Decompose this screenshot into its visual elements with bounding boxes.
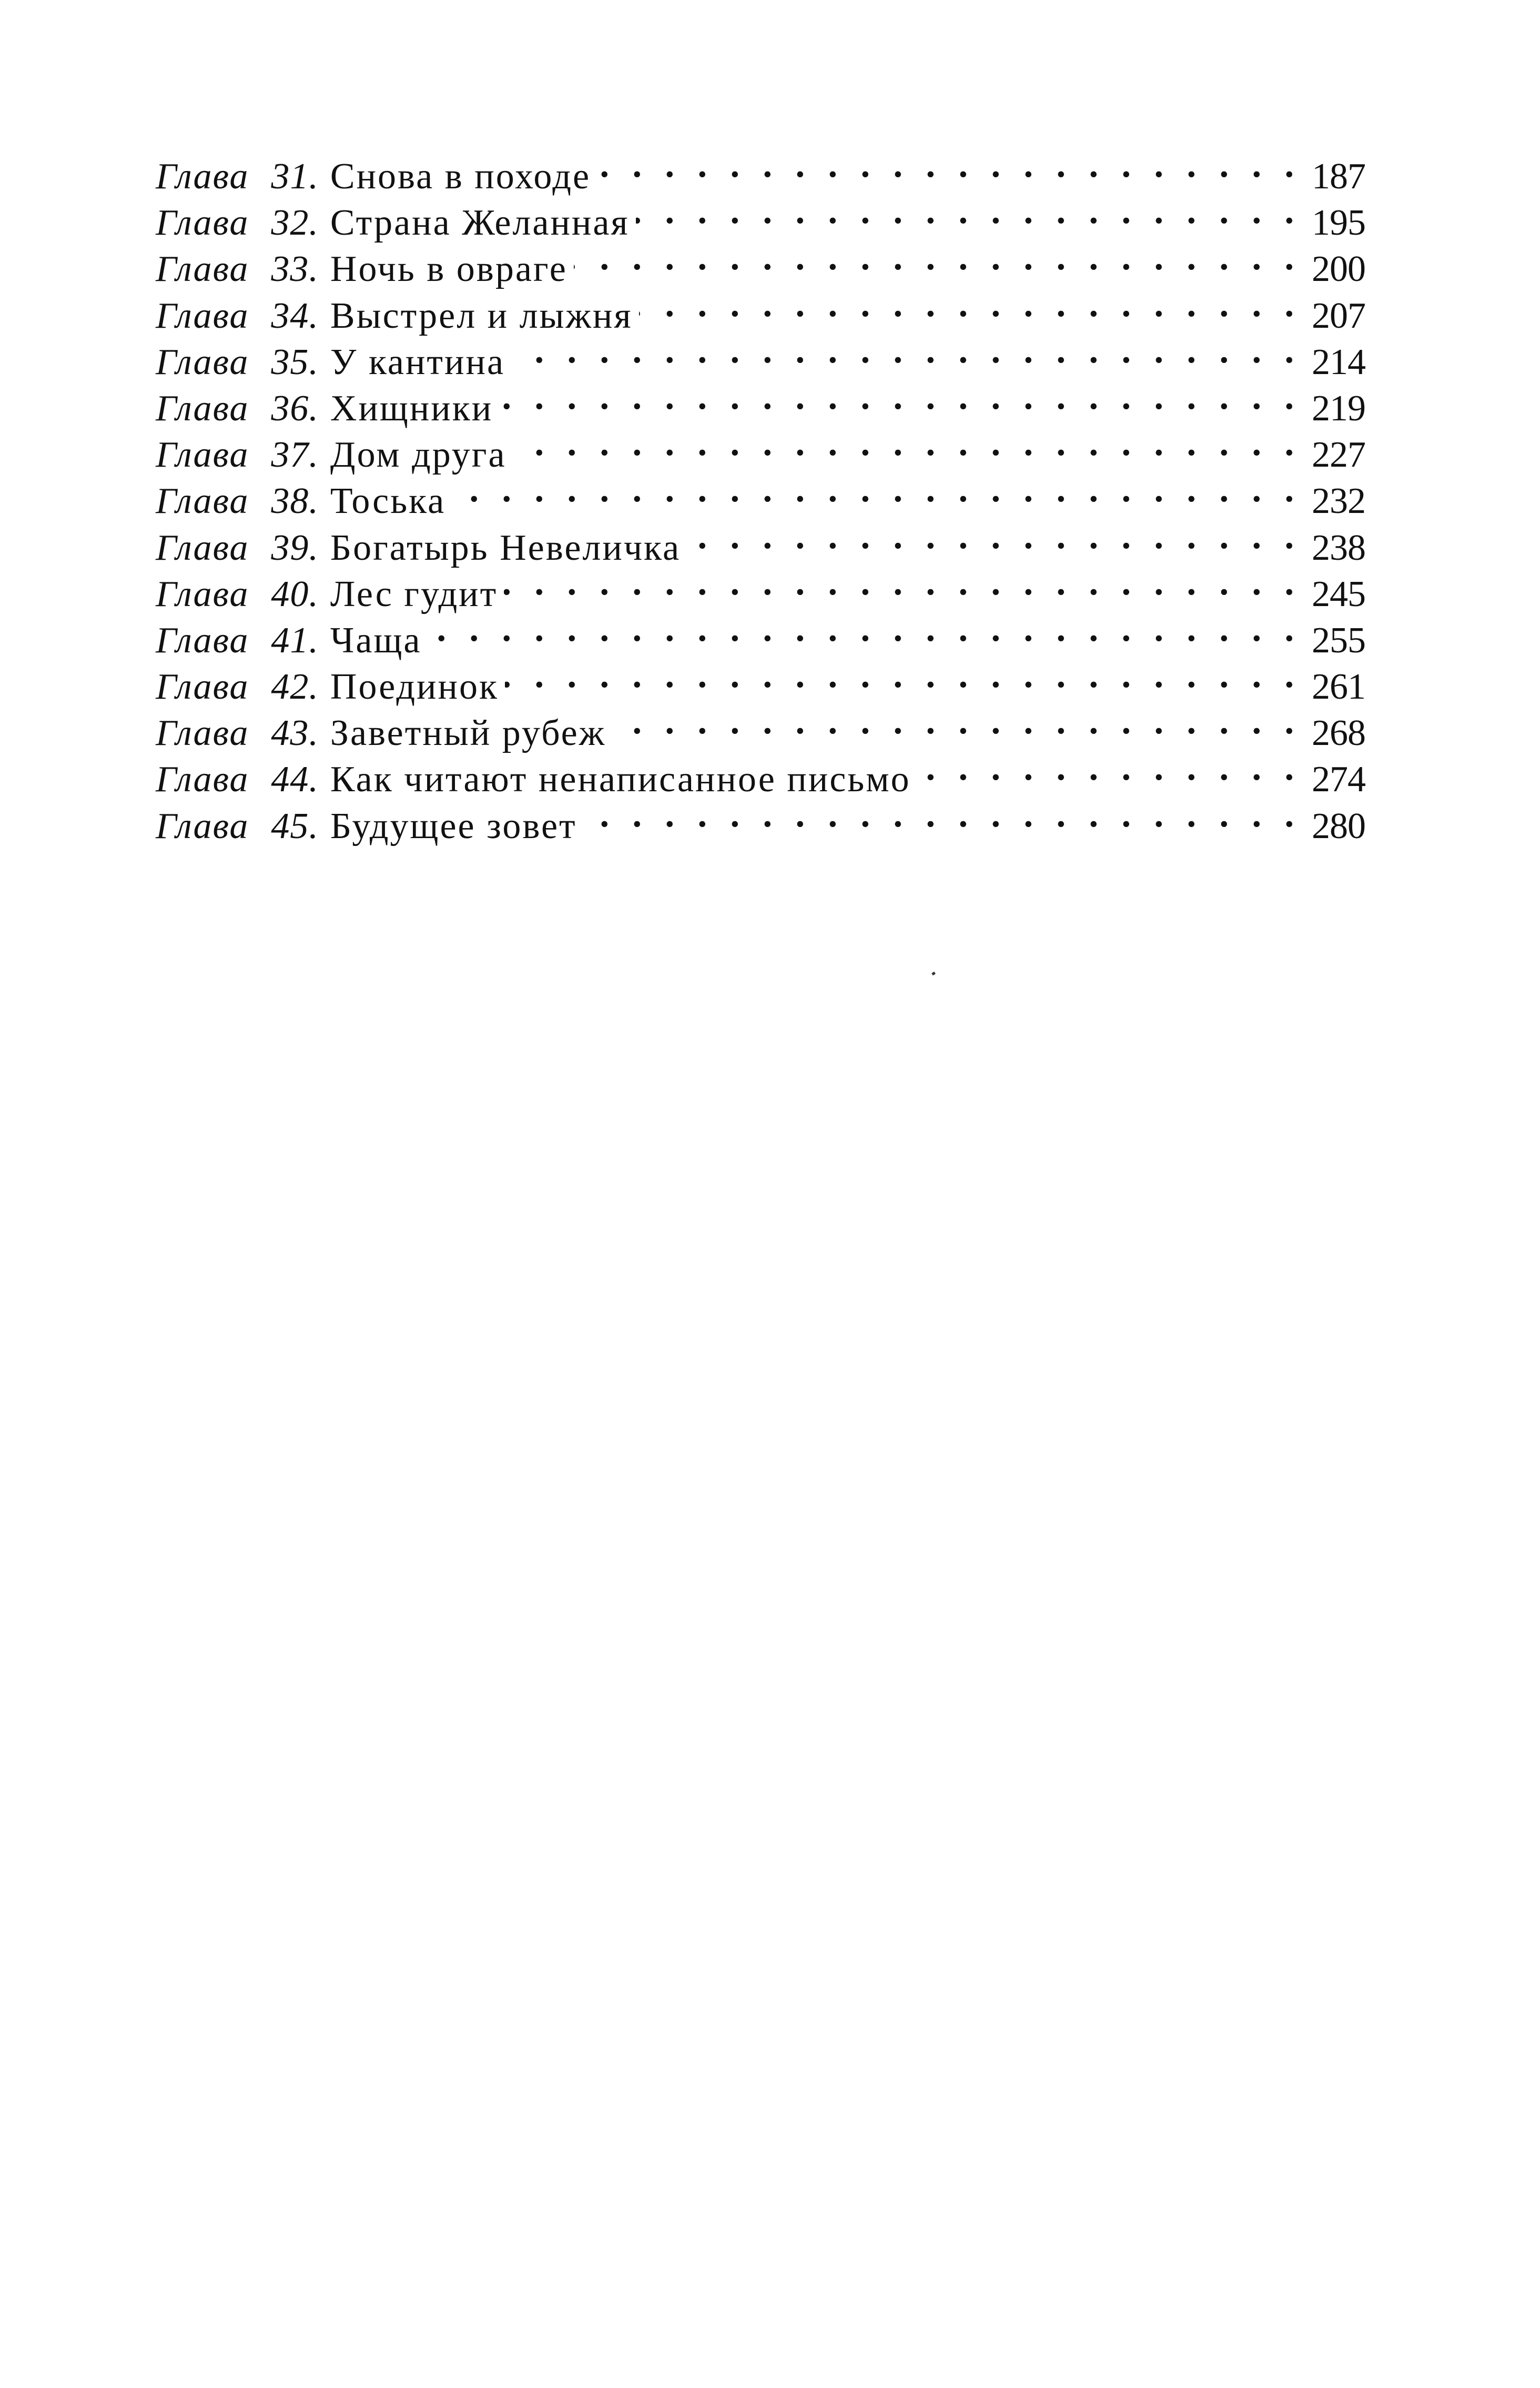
chapter-number: 45. (271, 805, 319, 847)
page-number: 274 (1312, 759, 1365, 800)
dot-leader (917, 745, 1294, 791)
chapter-title: Лес гудит (330, 573, 498, 614)
page-number: 214 (1312, 341, 1365, 382)
chapter-number: 31. (271, 156, 319, 197)
dot-leader (574, 235, 1294, 281)
dot-leader (505, 652, 1294, 699)
toc-entry (156, 142, 1365, 197)
chapter-label: Глава (156, 341, 249, 382)
page-number: 207 (1312, 295, 1365, 336)
chapter-title: Выстрел и лыжня (330, 295, 633, 336)
chapter-number: 37. (271, 435, 319, 476)
chapter-number: 44. (271, 759, 319, 800)
chapter-number: 34. (271, 295, 319, 336)
chapter-title: Богатырь Невеличка (330, 527, 681, 568)
chapter-number: 42. (271, 667, 319, 708)
page-number: 232 (1312, 481, 1365, 522)
chapter-number: 36. (271, 388, 319, 429)
chapter-title: Дом друга (330, 435, 506, 476)
dot-leader (639, 281, 1294, 328)
chapter-label: Глава (156, 203, 249, 244)
page-number: 261 (1312, 667, 1365, 708)
dot-leader (428, 606, 1294, 652)
chapter-title: Страна Желанная (330, 203, 630, 244)
table-of-contents (156, 142, 1365, 847)
chapter-label: Глава (156, 435, 249, 476)
chapter-title: Будущее зовет (330, 805, 577, 847)
chapter-number: 35. (271, 341, 319, 382)
chapter-title: Хищники (330, 388, 493, 429)
page-number: 200 (1312, 249, 1365, 290)
chapter-label: Глава (156, 805, 249, 847)
chapter-number: 38. (271, 481, 319, 522)
chapter-label: Глава (156, 481, 249, 522)
dot-leader (499, 374, 1294, 420)
dot-leader (583, 792, 1294, 838)
page-number: 227 (1312, 435, 1365, 476)
page-number: 255 (1312, 620, 1365, 661)
dot-leader (511, 328, 1294, 374)
dot-leader (612, 699, 1294, 745)
page-number: 280 (1312, 805, 1365, 847)
chapter-title: Снова в походе (330, 156, 591, 197)
chapter-number: 32. (271, 203, 319, 244)
chapter-label: Глава (156, 667, 249, 708)
chapter-number: 41. (271, 620, 319, 661)
chapter-number: 43. (271, 713, 319, 754)
chapter-title: Ночь в овраге (330, 249, 568, 290)
chapter-title: Чаща (330, 620, 422, 661)
chapter-label: Глава (156, 573, 249, 614)
chapter-title: Как читают ненаписанное письмо (330, 759, 911, 800)
chapter-label: Глава (156, 156, 249, 197)
page-number: 268 (1312, 713, 1365, 754)
chapter-title: Поединок (330, 667, 499, 708)
page-number: 195 (1312, 203, 1365, 244)
chapter-number: 33. (271, 249, 319, 290)
page-number: 238 (1312, 527, 1365, 568)
chapter-label: Глава (156, 527, 249, 568)
dot-leader (513, 420, 1294, 467)
chapter-label: Глава (156, 249, 249, 290)
chapter-title: Заветный рубеж (330, 713, 606, 754)
chapter-label: Глава (156, 295, 249, 336)
dot-leader (636, 188, 1294, 235)
dot-leader (452, 467, 1294, 513)
print-speck (931, 972, 936, 976)
dot-leader (504, 560, 1294, 606)
page-number: 245 (1312, 573, 1365, 614)
dot-leader (597, 142, 1294, 188)
chapter-label: Глава (156, 759, 249, 800)
page-number: 219 (1312, 388, 1365, 429)
chapter-title: У кантина (330, 341, 505, 382)
chapter-label: Глава (156, 620, 249, 661)
page-number: 187 (1312, 156, 1365, 197)
chapter-label: Глава (156, 388, 249, 429)
chapter-number: 39. (271, 527, 319, 568)
chapter-label: Глава (156, 713, 249, 754)
chapter-number: 40. (271, 573, 319, 614)
dot-leader (687, 513, 1294, 560)
chapter-title: Тоська (330, 481, 446, 522)
